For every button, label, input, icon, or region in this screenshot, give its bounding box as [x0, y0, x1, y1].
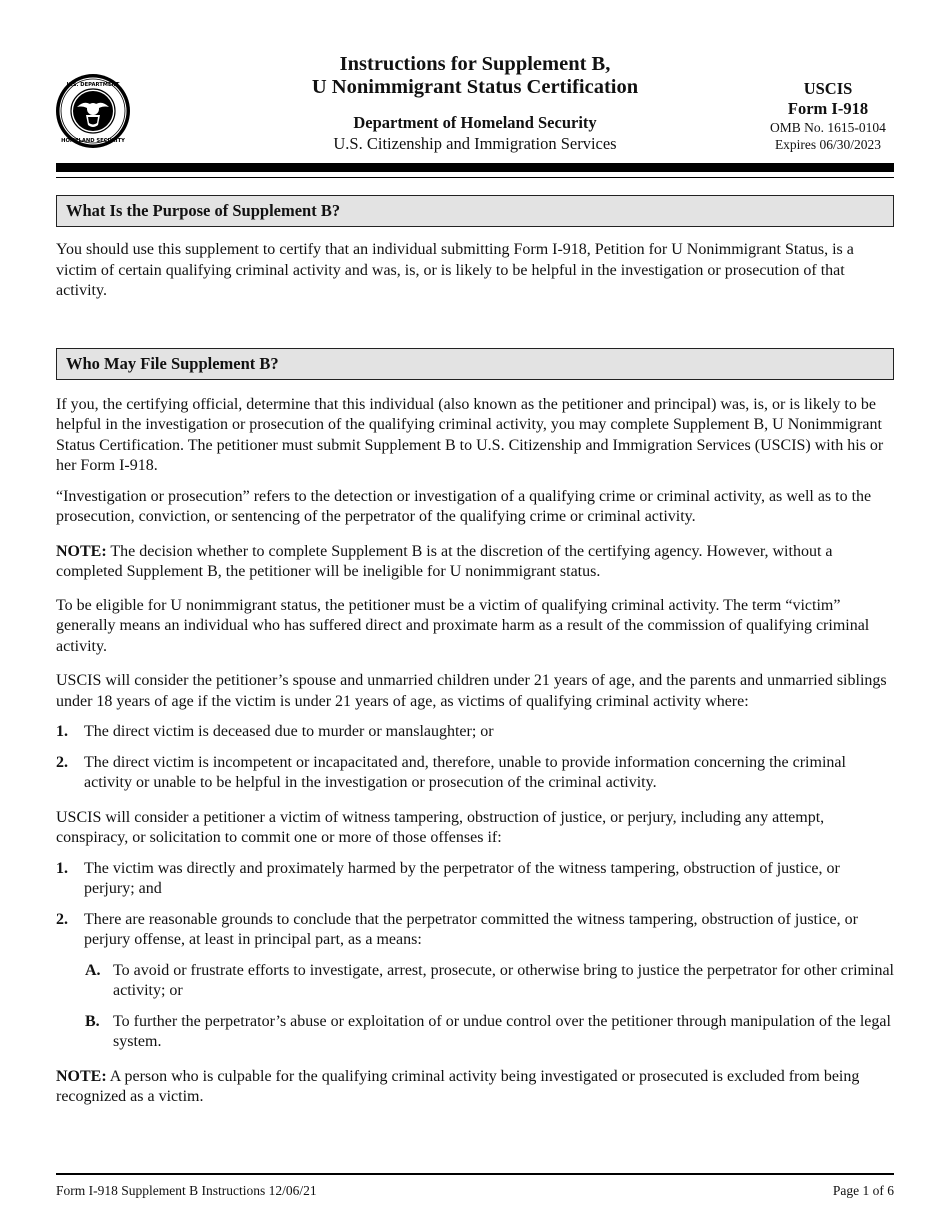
- agency-name: Department of Homeland Security: [353, 113, 597, 132]
- header-rule-thin: [56, 177, 894, 178]
- list-item-text: The direct victim is deceased due to murder or manslaughter; or: [84, 723, 494, 740]
- note-label: NOTE:: [56, 542, 107, 560]
- list-item-number: 1.: [56, 859, 68, 877]
- section-heading-who: Who May File Supplement B?: [56, 348, 894, 380]
- who-paragraph-4: USCIS will consider the petitioner’s spouse and unmarried children under 21 years of age, and the parents and unmarried siblings under 18 years of age if the victim is under 21 years of age, as victims of qualifying criminal activity where:: [56, 672, 887, 710]
- svg-text:U.S. DEPARTMENT: U.S. DEPARTMENT: [66, 82, 120, 88]
- footer-form-edition: Form I-918 Supplement B Instructions 12/06/21: [56, 1183, 317, 1198]
- section-heading-purpose: What Is the Purpose of Supplement B?: [56, 195, 894, 227]
- sub-agency-name: U.S. Citizenship and Immigration Services: [333, 134, 617, 153]
- svg-text:HOMELAND SECURITY: HOMELAND SECURITY: [61, 138, 125, 144]
- who-paragraph-5: USCIS will consider a petitioner a victim of witness tampering, obstruction of justice, or perjury, including any attempt, conspiracy, or solicitation to commit one or more of those offenses if:: [56, 808, 825, 846]
- expiration-date: Expires 06/30/2023: [774, 137, 882, 152]
- form-agency: USCIS: [803, 79, 853, 98]
- sub-list-item-letter: B.: [85, 1012, 100, 1030]
- dhs-seal-icon: [55, 73, 131, 149]
- list-item: [56, 859, 894, 900]
- sub-list-item-text: To avoid or frustrate efforts to investigate, arrest, prosecute, or otherwise bring to justice the perpetrator for other criminal activity; or: [113, 961, 894, 999]
- title-line-1: Instructions for Supplement B,: [339, 53, 611, 75]
- list-item: [56, 910, 894, 951]
- footer-page-number: Page 1 of 6: [832, 1183, 894, 1198]
- list-item-text: The victim was directly and proximately harmed by the perpetrator of the witness tampering, obstruction of justice, or perjury; and: [84, 859, 840, 897]
- list-item-number: 1.: [56, 723, 68, 740]
- who-paragraph-3: To be eligible for U nonimmigrant status, the petitioner must be a victim of qualifying criminal activity. The term “victim” generally means an individual who has suffered direct and proximate harm as a result of the commission of qualifying criminal activity.: [56, 596, 870, 655]
- tampering-list: [56, 859, 894, 1053]
- form-id-block: [758, 79, 898, 153]
- victim-list: [56, 722, 894, 794]
- list-item-number: 2.: [56, 753, 68, 771]
- note-paragraph-2: [56, 1067, 894, 1108]
- sub-list-item: [56, 1012, 894, 1053]
- list-item-text: There are reasonable grounds to conclude that the perpetrator committed the witness tampering, obstruction of justice, or perjury offense, at least in principal part, as a means:: [84, 910, 858, 948]
- note-text: The decision whether to complete Supplement B is at the discretion of the certifying agency. However, without a completed Supplement B, the petitioner will be ineligible for U nonimmigrant status.: [56, 542, 833, 580]
- purpose-paragraph: You should use this supplement to certify that an individual submitting Form I-918, Petition for U Nonimmigrant Status, is a victim of certain qualifying criminal activity and was, is, or is likely to be helpful in the investigation or prosecution of that activity.: [56, 241, 854, 299]
- list-item: [56, 753, 894, 794]
- footer-rule: [56, 1173, 894, 1175]
- list-item: [56, 722, 894, 743]
- note-text: A person who is culpable for the qualifying criminal activity being investigated or prosecuted is excluded from being recognized as a victim.: [56, 1067, 860, 1105]
- list-item-number: 2.: [56, 910, 68, 928]
- who-paragraph-1: If you, the certifying official, determine that this individual (also known as the petitioner and principal) was, is, or is likely to be helpful in the investigation or prosecution of the qualifying criminal activity, you may complete Supplement B, U Nonimmigrant Status Certification. The petitioner must submit Supplement B to U.S. Citizenship and Immigration Services (USCIS) with his or her Form I-918.: [56, 395, 884, 474]
- sub-list-item-letter: A.: [85, 961, 101, 979]
- note-paragraph-1: [56, 542, 894, 583]
- form-number: Form I-918: [787, 99, 869, 118]
- note-label: NOTE:: [56, 1067, 107, 1085]
- document-body: [56, 195, 894, 1108]
- title-line-2: U Nonimmigrant Status Certification: [311, 76, 639, 98]
- who-paragraph-2: “Investigation or prosecution” refers to the detection or investigation of a qualifying crime or criminal activity, as well as to the prosecution, conviction, or sentencing of the perpetrator of the qualifying crime or criminal activity.: [56, 487, 872, 525]
- list-item-text: The direct victim is incompetent or incapacitated and, therefore, unable to provide information concerning the criminal activity or unable to be helpful in the investigation or prosecution of the criminal activity.: [84, 753, 846, 791]
- header-title-block: [262, 53, 688, 154]
- header-rule-thick: [56, 163, 894, 172]
- sub-list-item-text: To further the perpetrator’s abuse or exploitation of or undue control over the petitioner through manipulation of the legal system.: [113, 1012, 891, 1050]
- omb-number: OMB No. 1615-0104: [770, 120, 886, 135]
- sub-list-item: [56, 961, 894, 1002]
